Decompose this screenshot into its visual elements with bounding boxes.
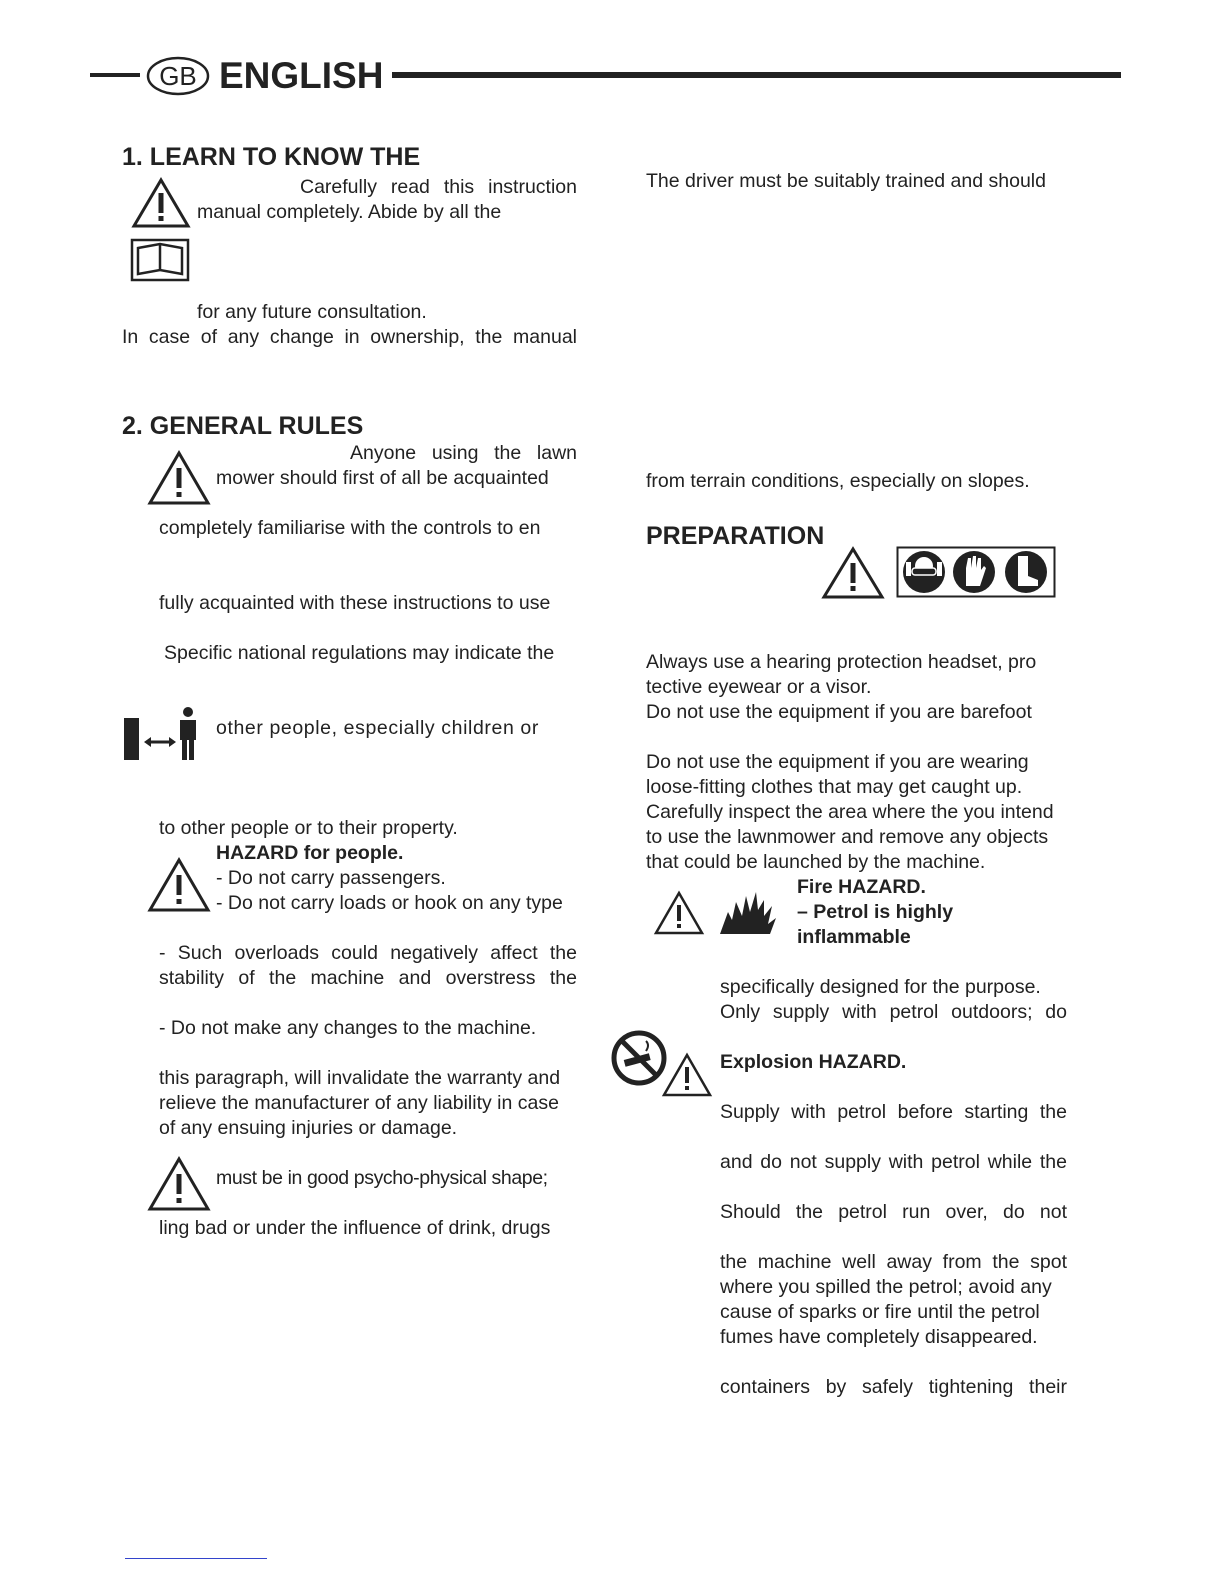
prep-line6: Carefully inspect the area where the you intend [646, 801, 1054, 823]
explosion-line5: where you spilled the petrol; avoid any [720, 1276, 1052, 1298]
prep-line7: to use the lawnmower and remove any objects [646, 826, 1049, 848]
warning-icon [148, 857, 210, 913]
prep-line2: tective eyewear or a visor. [646, 676, 872, 698]
warning-icon [654, 890, 704, 936]
s2-line2: mower should first of all be acquainted [216, 467, 549, 489]
explosion-line3: Should the petrol run over, do not [720, 1201, 1067, 1223]
warning-icon [148, 450, 210, 506]
overload-line1: - Such overloads could negatively affect the [159, 942, 577, 964]
header-rule-left [90, 73, 140, 77]
safety-distance-icon [122, 704, 206, 762]
warning-icon [662, 1052, 712, 1098]
overload-line2: stability of the machine and overstress the [159, 967, 577, 989]
explosion-line2: and do not supply with petrol while the [720, 1151, 1067, 1173]
header-rule-right [392, 72, 1121, 78]
psycho-line2: ling bad or under the influence of drink, drugs [159, 1217, 551, 1239]
s2-line7: to other people or to their property. [159, 817, 458, 839]
warning-icon [148, 1156, 210, 1212]
s1-line1: Carefully read this instruction [300, 176, 577, 198]
gloves-icon [953, 551, 995, 593]
preparation-title: PREPARATION [646, 522, 825, 550]
gb-badge-text: GB [159, 61, 197, 91]
explosion-line8: containers by safely tightening their [720, 1376, 1067, 1398]
safety-boots-icon [1005, 551, 1047, 593]
s2-line5: Specific national regulations may indicate the [164, 642, 555, 664]
fire-icon [718, 888, 778, 936]
s1-line4: In case of any change in ownership, the manual [122, 326, 577, 348]
warning-icon [822, 546, 884, 600]
driver-line1: The driver must be suitably trained and should [646, 170, 1046, 192]
section-2-title: 2. GENERAL RULES [122, 412, 364, 440]
ppe-icons-box [896, 546, 1056, 598]
psycho-line1: must be in good psycho-physical shape; [216, 1167, 548, 1189]
warranty-line2: relieve the manufacturer of any liability in case [159, 1092, 559, 1114]
hazard-people-line1: - Do not carry passengers. [216, 867, 446, 889]
explosion-hazard-heading: Explosion HAZARD. [720, 1051, 907, 1073]
prep-line3: Do not use the equipment if you are barefoot [646, 701, 1032, 723]
s1-line2: manual completely. Abide by all the [197, 201, 502, 223]
s2-line1: Anyone using the lawn [350, 442, 577, 464]
prep-line8: that could be launched by the machine. [646, 851, 986, 873]
warranty-line3: of any ensuing injuries or damage. [159, 1117, 458, 1139]
fuel-line1: specifically designed for the purpose. [720, 976, 1041, 998]
no-smoking-icon [610, 1029, 668, 1087]
manual-book-icon [130, 238, 190, 282]
explosion-line4: the machine well away from the spot [720, 1251, 1067, 1273]
hazard-people-line2: - Do not carry loads or hook on any type [216, 892, 563, 914]
explosion-line6: cause of sparks or fire until the petrol [720, 1301, 1040, 1323]
language-title: ENGLISH [219, 55, 384, 96]
s1-line3: for any future consultation. [197, 301, 427, 323]
s2-line6: other people, especially children or [216, 717, 539, 739]
prep-line5: loose-fitting clothes that may get caught up. [646, 776, 1023, 798]
fire-hazard-heading: Fire HAZARD. [797, 876, 926, 898]
explosion-line7: fumes have completely disappeared. [720, 1326, 1038, 1348]
explosion-line1: Supply with petrol before starting the [720, 1101, 1067, 1123]
ear-eye-protection-icon [903, 551, 945, 593]
driver-line2: from terrain conditions, especially on slopes. [646, 470, 1030, 492]
footer-link-underline [125, 1558, 267, 1559]
prep-line1: Always use a hearing protection headset, pro [646, 651, 1037, 673]
hazard-people-heading: HAZARD for people. [216, 842, 404, 864]
warranty-line1: this paragraph, will invalidate the warranty and [159, 1067, 561, 1089]
s2-line4: fully acquainted with these instructions to use [159, 592, 551, 614]
changes-line1: - Do not make any changes to the machine. [159, 1017, 537, 1039]
section-1-title: 1. LEARN TO KNOW THE [122, 143, 421, 171]
fire-hazard-line3: inflammable [797, 926, 911, 948]
prep-line4: Do not use the equipment if you are wearing [646, 751, 1029, 773]
s2-line3: completely familiarise with the controls to en [159, 517, 541, 539]
warning-icon [132, 177, 190, 229]
fuel-line2: Only supply with petrol outdoors; do [720, 1001, 1067, 1023]
fire-hazard-line2: – Petrol is highly [797, 901, 954, 923]
